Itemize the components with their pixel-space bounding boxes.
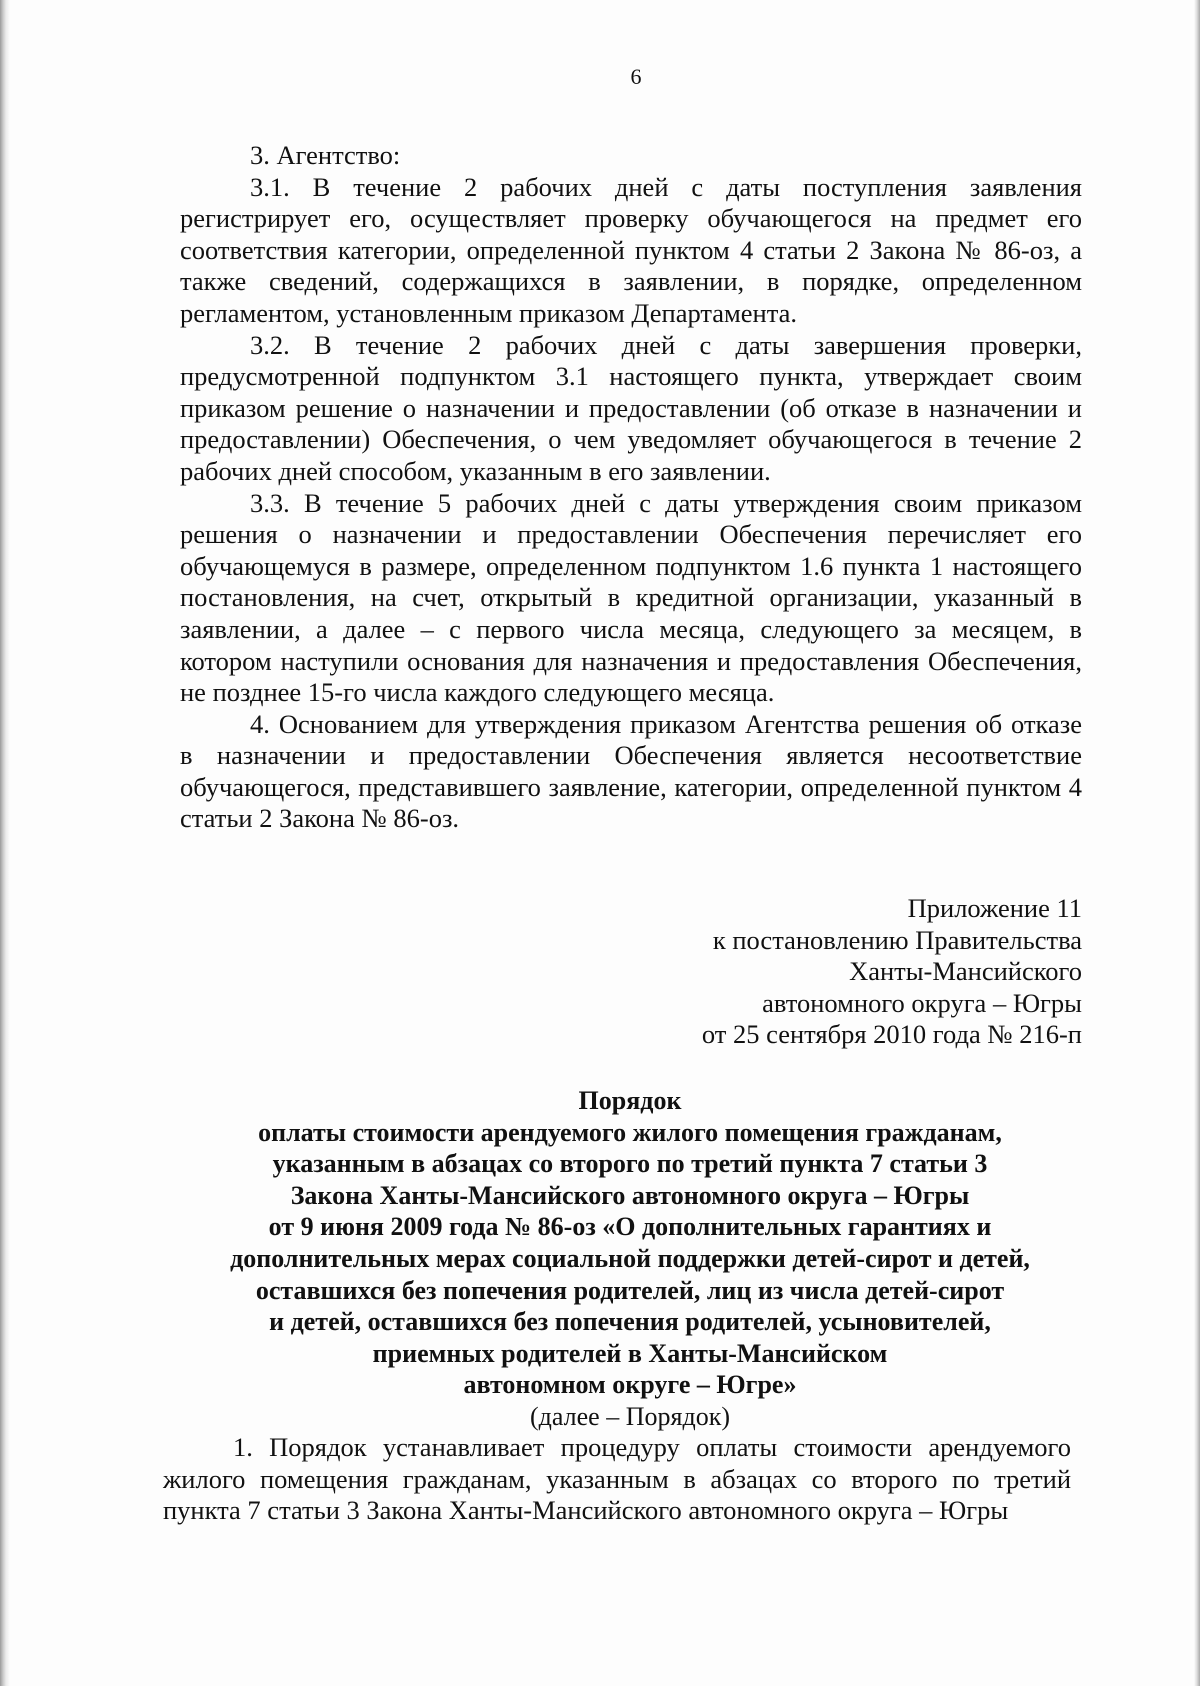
title-line: Порядок — [578, 1086, 682, 1115]
appendix-line: от 25 сентября 2010 года № 216-п — [701, 1019, 1082, 1049]
procedure-paragraph-1: 1. Порядок устанавливает процедуру оплаты стоимости арендуемого жилого помещения гражданам, указанным в абзацах со второго по третий пункта 7 статьи 3 Закона Ханты-Мансийского автономного округа – Югры — [163, 1432, 1071, 1526]
paragraph-3-1: 3.1. В течение 2 рабочих дней с даты поступления заявления регистрирует его, осуществляет проверку обучающегося на предмет его соответствия категории, определенной пунктом 4 статьи 2 Закона № 86-оз, а также сведений, содержащихся в заявлении, в порядке, определенном регламентом, установленным приказом Департамента. — [180, 171, 1082, 328]
paragraph-3-2: 3.2. В течение 2 рабочих дней с даты завершения проверки, предусмотренной подпунктом 3.1 настоящего пункта, утверждает своим приказом решение о назначении и предоставлении (об отказе в назначении и предоставлении) Обеспечения, о чем уведомляет обучающегося в течение 2 рабочих дней способом, указанным в его заявлении. — [180, 329, 1082, 486]
section-3-heading: 3. Агентство: — [250, 140, 401, 170]
title-line: Закона Ханты-Мансийского автономного округа – Югры — [290, 1180, 970, 1210]
title-line: от 9 июня 2009 года № 86-оз «О дополнительных гарантиях и — [268, 1212, 992, 1242]
title-line: приемных родителей в Ханты-Мансийском — [372, 1338, 888, 1368]
title-line: оплаты стоимости арендуемого жилого помещения гражданам, — [258, 1117, 1002, 1147]
appendix-line: Ханты-Мансийского — [849, 956, 1082, 986]
scan-edge-right — [1194, 0, 1200, 1686]
title-line: указанным в абзацах со второго по третий пункта 7 статьи 3 — [272, 1149, 988, 1179]
title-line: автономном округе – Югре» — [463, 1370, 797, 1400]
appendix-line: к постановлению Правительства — [712, 924, 1082, 955]
procedure-body — [163, 1432, 1071, 1527]
scan-edge-left — [0, 0, 10, 1686]
title-line: оставшихся без попечения родителей, лиц из числа детей-сирот — [255, 1275, 1005, 1305]
title-subtitle: (далее – Порядок) — [530, 1401, 730, 1431]
section-3 — [180, 140, 1082, 835]
appendix-line: автономного округа – Югры — [762, 987, 1082, 1018]
paragraph-3-3: 3.3. В течение 5 рабочих дней с даты утверждения своим приказом решения о назначении и предоставлении Обеспечения перечисляет его обучающемуся в размере, определенном подпунктом 1.6 пункта 1 настоящего постановления, на счет, открытый в кредитной организации, указанный в заявлении, а далее – с первого числа месяца, следующего за месяцем, в котором наступили основания для назначения и предоставления Обеспечения, не позднее 15-го числа каждого следующего месяца. — [180, 487, 1082, 708]
page-number: 6 — [630, 64, 642, 89]
appendix-line: Приложение 11 — [907, 893, 1082, 923]
paragraph-4: 4. Основанием для утверждения приказом Агентства решения об отказе в назначении и предоставлении Обеспечения является несоответствие обучающегося, представившего заявление, категории, определенной пунктом 4 статьи 2 Закона № 86-оз. — [180, 708, 1082, 834]
title-line: дополнительных мерах социальной поддержки детей-сирот и детей, — [230, 1243, 1030, 1273]
appendix-reference — [702, 893, 1082, 1051]
title-line: и детей, оставшихся без попечения родителей, усыновителей, — [269, 1307, 991, 1337]
document-title — [150, 1085, 1110, 1433]
